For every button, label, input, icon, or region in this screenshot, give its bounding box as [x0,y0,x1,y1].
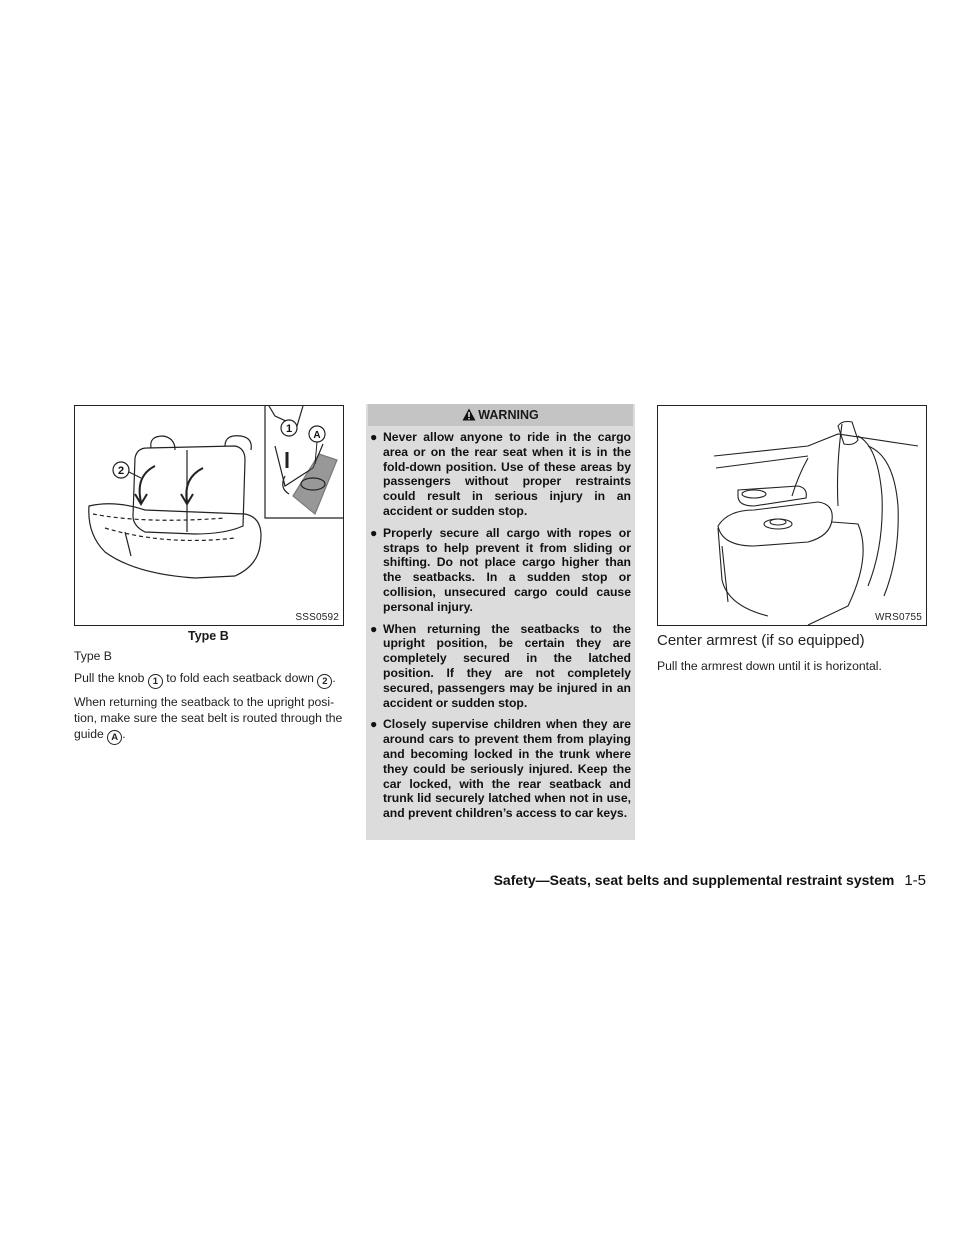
rear-seat-illustration [75,406,343,625]
warning-item: ● Never allow anyone to ride in the cargo area or on the rear seat when it is in the fold-down position. Use of these areas by passengers without proper restraints could result in serious injury in an accident or sudden stop. [370,430,631,518]
svg-text:2: 2 [117,465,125,477]
svg-text:A: A [313,430,321,441]
warning-header [368,404,633,426]
figure-code: SSS0592 [295,612,339,623]
warning-triangle-icon [462,406,476,428]
svg-text:1: 1 [285,423,293,435]
figure-caption: Type B [188,629,229,643]
marker-knob: 1 [148,674,163,689]
figure-code: WRS0755 [875,612,922,623]
armrest-instruction: Pull the armrest down until it is horizontal. [657,659,882,673]
callout-knob [281,420,297,436]
center-armrest-figure [657,405,927,626]
section-title: Center armrest (if so equipped) [657,632,865,649]
marker-seatback: 2 [317,674,332,689]
warning-item: ● When returning the seatbacks to the upright position, be certain they are completely secured in the latched position. If they are not completely secured, passengers may be injured in an accident or sudden stop. [370,621,631,710]
rear-seat-fold-figure [74,405,344,626]
warning-title: WARNING [478,408,539,422]
subheading: Type B [74,649,112,663]
marker-guide: A [107,730,122,745]
warning-list [366,426,635,821]
warning-item: ● Closely supervise children when they are around cars to prevent them from playing and becoming locked in the trunk where they could be seriously injured. Keep the car locked, with the rear seatback and trunk lid securely latched when not in use, and prevent children’s access to car keys. [370,717,631,821]
return-instruction: When returning the seatback to the upright posi- tion, make sure the seat belt is routed through the guide A . [74,695,343,743]
warning-item: ● Properly secure all cargo with ropes or straps to help prevent it from sliding or shifting. Do not place cargo higher than the seatbacks. In a sudden stop or collision, unsecured cargo could cause personal injury. [370,525,631,614]
page-number: 1-5 [904,872,926,889]
warning-box [366,404,635,840]
armrest-illustration [658,406,926,625]
footer-section-title: Safety—Seats, seat belts and supplemental restraint system [493,872,895,888]
fold-instruction: Pull the knob 1 to fold each seatback down 2 . [74,671,336,687]
page-footer [494,872,926,889]
callout-seatback [113,462,141,478]
